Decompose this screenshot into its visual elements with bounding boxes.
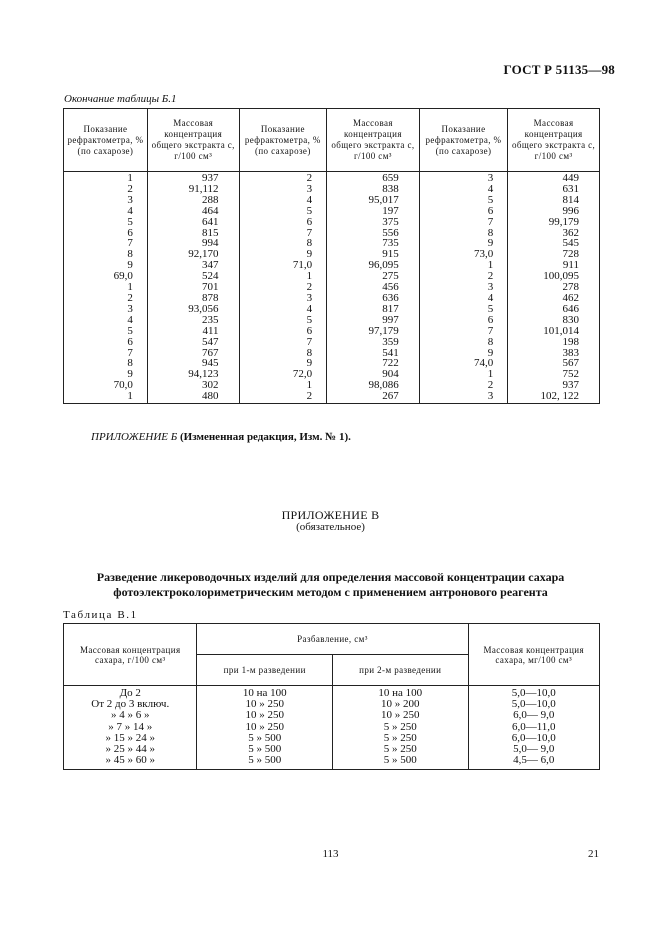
cell-value: 996 [562,204,579,217]
cell-value: 6 [306,324,313,337]
cell-value: 1 [127,172,133,184]
cell-value: 9 [487,346,494,359]
cell-value: 10 » 250 [245,720,284,733]
cell-value: 5,0—10,0 [511,687,556,699]
cell-value: 5,0—10,0 [511,698,556,711]
cell-value: 6 [487,313,494,326]
sugar-range-column [64,686,197,770]
header-dilution: Разбавление, см³ [197,624,468,655]
cell-value: 5 » 500 [248,731,282,744]
cell-value: 735 [382,237,399,250]
cell-value: 10 на 100 [378,687,423,699]
cell-value: 752 [562,368,579,381]
cell-value: 2 [127,291,133,304]
page-number-right: 21 [588,848,599,860]
cell-value: 701 [202,281,219,294]
cell-value: 10 » 250 [245,698,284,711]
cell-value: 456 [382,281,399,294]
cell-value: 4 [306,193,313,206]
table-row [64,172,600,404]
cell-value: 4 [306,302,313,315]
cell-value: 3 [487,281,494,294]
cell-value: 2 [306,172,313,184]
cell-value: 830 [562,313,579,326]
cell-value: 7 [127,237,133,250]
cell-value: 556 [382,226,399,239]
cell-value: 10 на 100 [242,687,287,699]
cell-value: 95,017 [368,193,399,206]
cell-value: 8 [487,226,494,239]
cell-value: 99,179 [548,215,579,228]
cell-value: 7 [487,215,494,228]
cell-value: 383 [562,346,579,359]
refractometer-column [419,172,508,404]
cell-value: 4 [127,204,133,217]
cell-value: 9 [306,357,313,370]
cell-value: 6 [127,226,133,239]
cell-value: 7 [487,324,494,337]
cell-value: 945 [202,357,219,370]
cell-value: 1 [127,390,133,403]
standard-number: ГОСТ Р 51135—98 [503,62,615,77]
cell-value: 9 [487,237,494,250]
cell-value: 198 [562,335,579,348]
table-b1-end [63,108,600,404]
second-dilution-column [333,686,469,770]
cell-value: 567 [562,357,579,370]
cell-value: 74,0 [473,357,494,370]
table-label: Таблица В.1 [63,609,138,621]
cell-value: 70,0 [113,379,133,392]
cell-value: 5 [487,302,494,315]
cell-value: 92,170 [188,248,219,261]
cell-value: 1 [127,281,133,294]
cell-value: 94,123 [188,368,219,381]
cell-value: 878 [202,291,219,304]
cell-value: 8 [487,335,494,348]
cell-value: 7 [306,226,313,239]
cell-value: 838 [382,182,399,195]
cell-value: 5 » 250 [383,720,417,733]
cell-value: 73,0 [473,248,494,261]
cell-value: 462 [562,291,579,304]
cell-value: 411 [202,324,219,337]
cell-value: 915 [382,248,399,261]
header-sugar-g: Массовая концентрация сахара, г/100 см³ [64,624,197,686]
first-dilution-column [197,686,333,770]
cell-value: 547 [202,335,219,348]
cell-value: 5 » 500 [248,754,282,767]
cell-value: » 4 » 6 » [110,709,150,722]
cell-value: 5 [306,204,313,217]
cell-value: 4 [487,291,494,304]
cell-value: 267 [382,390,399,403]
cell-value: 817 [382,302,399,315]
cell-value: 359 [382,335,399,348]
concentration-column [147,172,239,404]
cell-value: 994 [202,237,219,250]
cell-value: 3 [306,291,313,304]
cell-value: 545 [562,237,579,250]
cell-value: 3 [127,302,133,315]
change-note [91,431,351,443]
cell-value: 631 [562,182,579,195]
header-second-dilution: при 2-м разведении [333,655,469,686]
cell-value: » 7 » 14 » [108,720,153,733]
cell-value: 9 [127,368,133,381]
cell-value: До 2 [119,687,141,699]
cell-value: 2 [306,390,313,403]
cell-value: 5 [127,324,133,337]
cell-value: 636 [382,291,399,304]
appendix-heading-line: фотоэлектроколориметрическим методом с применением антронового реагента [113,585,548,599]
cell-value: 524 [202,270,219,283]
cell-value: 3 [127,193,133,206]
appendix-heading [0,570,661,600]
cell-value: 275 [382,270,399,283]
cell-value: 937 [562,379,579,392]
cell-value: 997 [382,313,399,326]
cell-value: 10 » 200 [381,698,420,711]
cell-value: 8 [127,248,133,261]
cell-value: 102, 122 [540,390,579,403]
cell-value: 911 [562,259,579,272]
header-refractometer: Показание рефрактометра, % (по сахарозе) [419,109,508,172]
cell-value: 72,0 [292,368,313,381]
cell-value: 7 [306,335,313,348]
refractometer-column [64,172,148,404]
header-refractometer: Показание рефрактометра, % (по сахарозе) [239,109,327,172]
cell-value: 347 [202,259,219,272]
cell-value: 8 [306,346,313,359]
cell-value: 2 [487,270,494,283]
cell-value: » 15 » 24 » [105,731,155,744]
cell-value: 814 [562,193,579,206]
header-refractometer: Показание рефрактометра, % (по сахарозе) [64,109,148,172]
cell-value: 641 [202,215,219,228]
table-caption: Окончание таблицы Б.1 [64,93,177,105]
cell-value: 1 [306,270,313,283]
cell-value: 2 [487,379,494,392]
cell-value: 5 » 250 [383,743,417,756]
cell-value: 100,095 [543,270,579,283]
cell-value: 362 [562,226,579,239]
cell-value: 449 [562,172,579,184]
concentration-column [327,172,420,404]
cell-value: 91,112 [188,182,219,195]
header-sugar-mg: Массовая концентрация сахара, мг/100 см³ [468,624,599,686]
change-note-appendix: ПРИЛОЖЕНИЕ Б [91,431,178,443]
refractometer-column [239,172,327,404]
cell-value: 302 [202,379,219,392]
cell-value: 5 [127,215,133,228]
cell-value: 3 [487,172,494,184]
cell-value: 101,014 [543,324,579,337]
cell-value: 97,179 [368,324,399,337]
cell-value: 5 » 500 [248,743,282,756]
cell-value: 93,056 [188,302,219,315]
page-number-center: 113 [322,848,339,860]
header-concentration: Массовая концентрация общего экстракта с, г/100 см³ [508,109,600,172]
cell-value: 1 [306,379,313,392]
cell-value: 1 [487,368,494,381]
cell-value: 71,0 [292,259,313,272]
cell-value: 646 [562,302,579,315]
cell-value: 5 [487,193,494,206]
cell-value: 6 [487,204,494,217]
cell-value: 4 [127,313,133,326]
cell-value: 6,0— 9,0 [513,709,555,722]
cell-value: 4 [487,182,494,195]
cell-value: 9 [127,259,133,272]
concentration-column [508,172,600,404]
cell-value: 5 » 500 [383,754,417,767]
cell-value: 10 » 250 [381,709,420,722]
cell-value: 3 [306,182,313,195]
cell-value: 6,0—11,0 [511,720,556,733]
cell-value: 480 [202,390,219,403]
appendix-heading-line: Разведение ликероводочных изделий для определения массовой концентрации сахара [96,570,565,584]
cell-value: 8 [306,237,313,250]
cell-value: 2 [127,182,133,195]
header-concentration: Массовая концентрация общего экстракта с, г/100 см³ [147,109,239,172]
change-note-text: (Измененная редакция, Изм. № 1). [179,431,351,443]
sugar-mg-column [468,686,599,770]
cell-value: 464 [202,204,219,217]
cell-value: 728 [562,248,579,261]
cell-value: 4,5— 6,0 [513,754,555,767]
cell-value: 541 [382,346,399,359]
appendix-subtitle: (обязательное) [296,521,365,533]
cell-value: 6,0—10,0 [511,731,556,744]
cell-value: 722 [382,357,399,370]
header-first-dilution: при 1-м разведении [197,655,333,686]
cell-value: 9 [306,248,313,261]
cell-value: 288 [202,193,219,206]
cell-value: 8 [127,357,133,370]
cell-value: 2 [306,281,313,294]
cell-value: 6 [306,215,313,228]
cell-value: 278 [562,281,579,294]
cell-value: 1 [487,259,494,272]
cell-value: 904 [382,368,399,381]
cell-value: 5 » 250 [383,731,417,744]
cell-value: 98,086 [368,379,399,392]
cell-value: 5 [306,313,313,326]
appendix-title: ПРИЛОЖЕНИЕ В [281,508,380,522]
cell-value: 937 [202,172,219,184]
cell-value: » 25 » 44 » [105,743,155,756]
cell-value: 815 [202,226,219,239]
cell-value: 3 [487,390,494,403]
cell-value: 375 [382,215,399,228]
cell-value: 197 [382,204,399,217]
cell-value: 5,0— 9,0 [513,743,555,756]
cell-value: 7 [127,346,133,359]
cell-value: 659 [382,172,399,184]
header-concentration: Массовая концентрация общего экстракта с, г/100 см³ [327,109,420,172]
cell-value: 10 » 250 [245,709,284,722]
cell-value: 69,0 [113,270,133,283]
cell-value: 235 [202,313,219,326]
cell-value: 96,095 [368,259,399,272]
table-row [64,686,600,770]
cell-value: » 45 » 60 » [105,754,155,767]
table-v1 [63,623,600,770]
cell-value: 767 [202,346,219,359]
cell-value: 6 [127,335,133,348]
cell-value: От 2 до 3 включ. [91,698,170,711]
